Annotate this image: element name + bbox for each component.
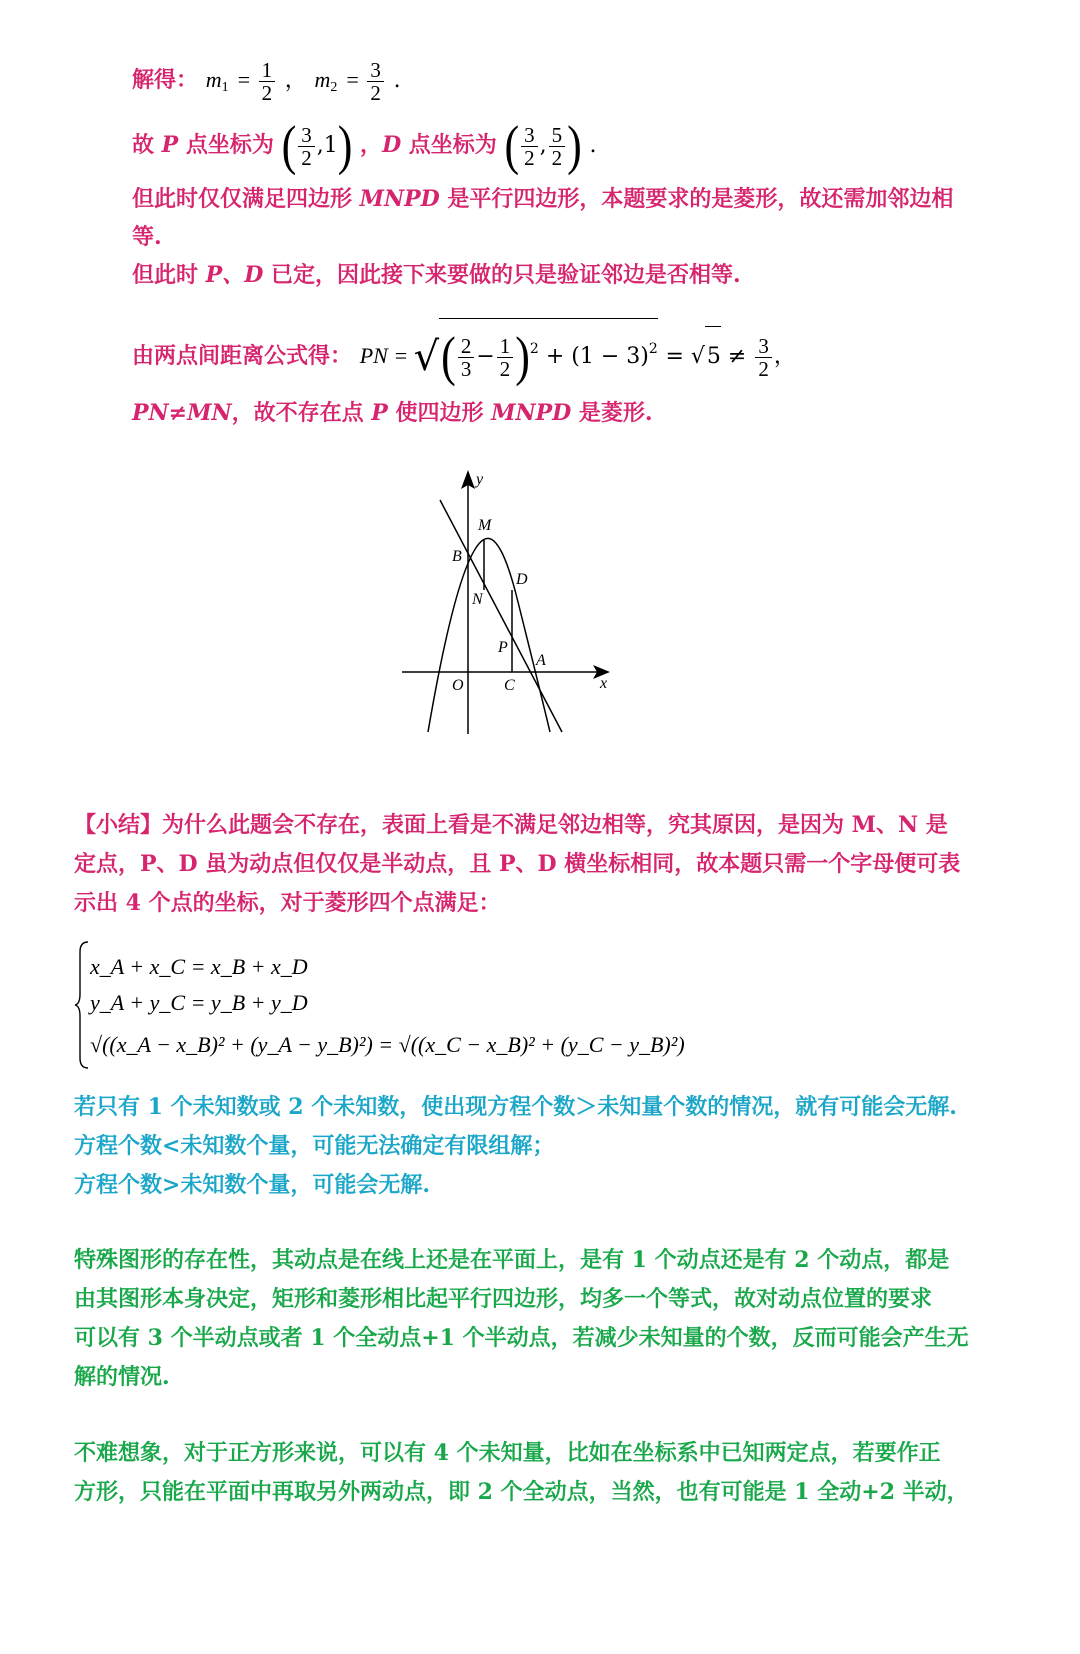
green-para2-line-1: 不难想象，对于正方形来说，可以有 4 个未知量，比如在坐标系中已知两定点，若要作正 (74, 1440, 941, 1466)
line-ab (440, 500, 562, 732)
parallelogram-note: 但此时仅仅满足四边形 MNPD 是平行四边形，本题要求的是菱形，故还需加邻边相 (132, 186, 954, 212)
teal-note-2: 方程个数<未知数个量，可能无法确定有限组解； (74, 1133, 555, 1159)
equation-1: x_A + x_C = x_B + x_D (90, 954, 308, 979)
label-d: D (516, 571, 528, 588)
label-a: A (536, 652, 546, 669)
fraction-three-halves: $\frac{3}{2}$ (367, 59, 384, 104)
coordinate-figure (400, 462, 640, 742)
left-brace (74, 940, 90, 1070)
parallelogram-note-cont: 等. (132, 224, 162, 250)
label-o: O (452, 677, 464, 694)
summary-line-2: 定点，P、D 虽为动点但仅仅是半动点，且 P、D 横坐标相同，故本题只需一个字母便可表 (74, 851, 961, 877)
distance-formula-line: 由两点间距离公式得： PN = √( $\frac{2}{3}$ − $\frac{1}{2}$ )$^2 + (1 - 3)^2 = √5$ ≠ $\frac{3}{2}$ ， (132, 318, 796, 387)
green-para1-line-2: 由其图形本身决定，矩形和菱形相比起平行四边形，均多一个等式，故对动点位置的要求 (74, 1286, 933, 1312)
solution-line: 解得： $m_1$ = $\frac{1}{2}$ ， $m_2$ = $\frac{3}{2}$ . (132, 57, 401, 105)
verify-note: 但此时 P、D 已定，因此接下来要做的只是验证邻边是否相等. (132, 262, 741, 288)
label-m: M (478, 517, 492, 534)
teal-note-1: 若只有 1 个未知数或 2 个未知数，使出现方程个数＞未知量个数的情况，就有可能会无解. (74, 1094, 957, 1120)
equation-system (74, 940, 685, 1070)
fraction-one-half: $\frac{1}{2}$ (259, 59, 276, 104)
green-para1-line-4: 解的情况. (74, 1364, 170, 1390)
green-para1-line-3: 可以有 3 个半动点或者 1 个全动点+1 个半动点，若减少未知量的个数，反而可能会产生无 (74, 1325, 969, 1351)
green-para2-line-2: 方形，只能在平面中再取另外两动点，即 2 个全动点，当然，也有可能是 1 全动+2 半动， (74, 1479, 969, 1505)
green-para1-line-1: 特殊图形的存在性，其动点是在线上还是在平面上，是有 1 个动点还是有 2 个动点，都是 (74, 1247, 950, 1273)
equation-3: √((x_A − x_B)² + (y_A − y_B)²) = √((x_C − x_B)² + (y_C − y_B)²) (90, 1032, 685, 1057)
equation-2: y_A + y_C = y_B + y_D (90, 990, 308, 1015)
label-c: C (504, 677, 515, 694)
label-b: B (452, 548, 462, 565)
conclusion-line: PN≠MN，故不存在点 P 使四边形 MNPD 是菱形. (132, 400, 653, 426)
label-x: x (600, 675, 608, 692)
label-p: P (498, 639, 508, 656)
label-n: N (472, 591, 483, 608)
radical-content: ( $\frac{2}{3}$ − $\frac{1}{2}$ )$^2 + (1 - 3)^2$ (439, 318, 658, 387)
label-y: y (476, 471, 484, 488)
coordinates-line: 故 P 点坐标为 ( $\frac{3}{2}$ ,1) ，D 点坐标为 ( $\frac{3}{2}$ , $\frac{5}{2}$ ) . (132, 114, 597, 176)
summary-line-3: 示出 4 个点的坐标，对于菱形四个点满足： (74, 890, 501, 916)
summary-line-1: 【小结】为什么此题会不存在，表面上看是不满足邻边相等，究其原因，是因为 M、N 是 (74, 812, 948, 838)
teal-note-3: 方程个数>未知数个量，可能会无解. (74, 1172, 431, 1198)
parabola (428, 538, 550, 732)
